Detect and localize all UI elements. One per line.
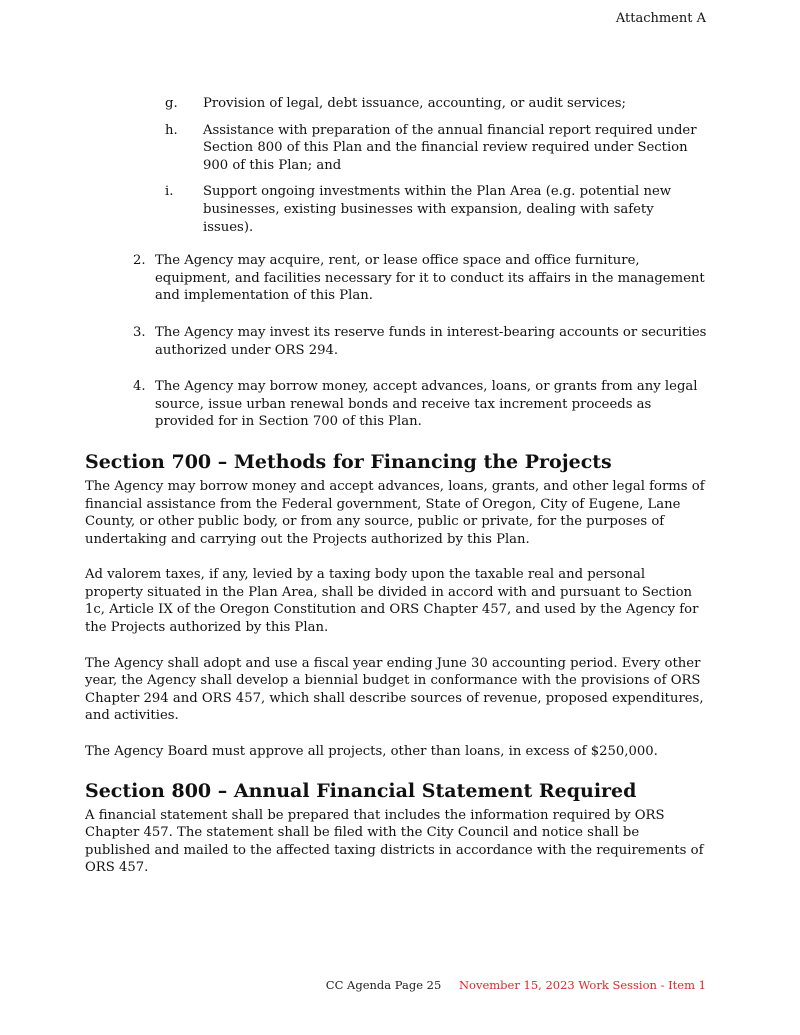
list-item-text: Provision of legal, debt issuance, accounting, or audit services;: [203, 96, 626, 111]
section-700-paragraph: Ad valorem taxes, if any, levied by a taxing body upon the taxable real and personal property situated in the Plan Area, shall be divided in accord with and pursuant to Section 1c, Article IX of the Oregon Constitution and ORS Chapter 457, and used by the Agency for the Projects authorized by this Plan.: [85, 567, 699, 636]
numbered-list: [133, 252, 707, 431]
list-item-text: Assistance with preparation of the annual financial report required under Section 800 of this Plan and the financial review required under Section 900 of this Plan; and: [203, 122, 697, 173]
list-marker: 2.: [133, 253, 146, 269]
list-marker: h.: [165, 122, 178, 138]
list-item-h: [165, 122, 707, 175]
section-700-paragraph: The Agency shall adopt and use a fiscal year ending June 30 accounting period. Every other year, the Agency shall develop a biennial budget in conformance with the provisions of ORS Chapter 294 and ORS 457, which shall describe sources of revenue, proposed expenditures, and activities.: [85, 655, 704, 724]
list-marker: g.: [165, 96, 178, 111]
list-item-g: [165, 95, 707, 113]
list-item-3: [133, 324, 707, 359]
list-marker: i.: [165, 184, 174, 200]
section-700-heading: Section 700 – Methods for Financing the Projects: [85, 450, 612, 473]
list-marker: 3.: [133, 324, 146, 340]
list-item-2: [133, 252, 707, 305]
agenda-page-label: CC Agenda Page 25: [325, 978, 442, 992]
list-item-4: [133, 378, 707, 431]
list-item-text: Support ongoing investments within the Plan Area (e.g. potential new businesses, existing businesses with expansion, dealing with safety issues).: [203, 184, 672, 235]
attachment-label: Attachment A: [615, 11, 706, 26]
list-item-text: The Agency may invest its reserve funds in interest-bearing accounts or securities authorized under ORS 294.: [155, 324, 707, 358]
lettered-list: [165, 95, 707, 236]
page-footer: [326, 978, 706, 992]
list-item-text: The Agency may borrow money, accept advances, loans, or grants from any legal source, issue urban renewal bonds and receive tax increment proceeds as provided for in Section 700 of this Plan.: [155, 379, 698, 430]
list-marker: 4.: [133, 379, 146, 395]
section-800-heading: Section 800 – Annual Financial Statement Required: [85, 779, 637, 802]
document-body: [85, 95, 707, 895]
work-session-label: November 15, 2023 Work Session - Item 1: [458, 978, 706, 992]
list-item-text: The Agency may acquire, rent, or lease office space and office furniture, equipment, and facilities necessary for it to conduct its affairs in the management and implementation of this Plan.: [155, 253, 705, 304]
section-800-paragraph: A financial statement shall be prepared that includes the information required by ORS Chapter 457. The statement shall be filed with the City Council and notice shall be published and mailed to the affected taxing districts in accordance with the requirements of ORS 457.: [85, 807, 704, 876]
section-700-paragraph: The Agency Board must approve all projects, other than loans, in excess of $250,000.: [85, 744, 658, 760]
list-item-i: [165, 183, 707, 236]
section-700-paragraph: The Agency may borrow money and accept advances, loans, grants, and other legal forms of financial assistance from the Federal government, State of Oregon, City of Eugene, Lane County, or other public body, or from any source, public or private, for the purposes of undertaking and carrying out the Projects authorized by this Plan.: [85, 478, 705, 547]
